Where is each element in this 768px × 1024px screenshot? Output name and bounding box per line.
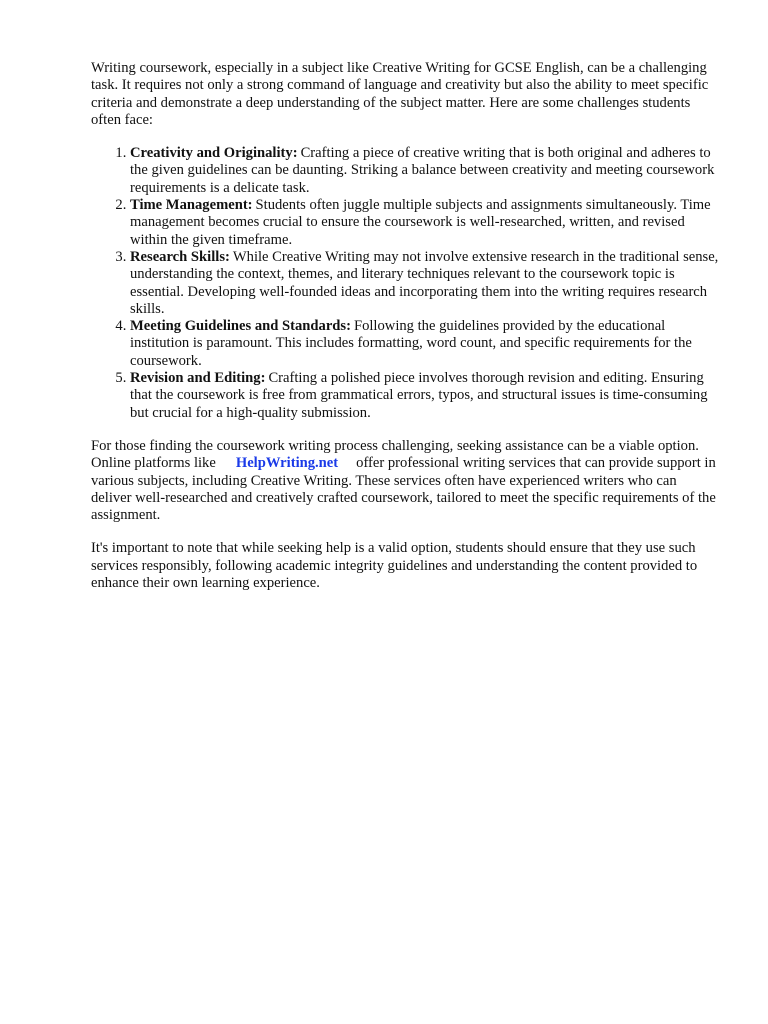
list-item-title: Revision and Editing:: [130, 370, 266, 387]
list-item: [130, 145, 719, 197]
list-item-text: Students often juggle multiple subjects and assignments simultaneously. Time management becomes crucial to ensure the coursework is well-researched, written, and revised within the given timeframe.: [130, 197, 711, 248]
help-paragraph: [91, 438, 719, 524]
help-text-before: For those finding the coursework writing process challenging, seeking assistance can be a viable option. Online platforms like: [91, 437, 699, 472]
list-item-title: Creativity and Originality:: [130, 145, 298, 162]
list-item: [130, 370, 719, 422]
list-item-text: Crafting a piece of creative writing that is both original and adheres to the given guidelines can be daunting. Striking a balance between creativity and meeting coursework requirements is a delicate task.: [130, 145, 715, 196]
list-item: [130, 249, 719, 318]
list-item-text: Following the guidelines provided by the educational institution is paramount. This includes formatting, word count, and specific requirements for the coursework.: [130, 318, 692, 369]
list-item-text: While Creative Writing may not involve extensive research in the traditional sense, understanding the context, themes, and literary techniques relevant to the coursework topic is essential. Developing well-founded ideas and incorporating them into the writing requires research skills.: [130, 248, 719, 317]
challenges-list: [91, 145, 719, 422]
list-item: [130, 197, 719, 249]
list-item-text: Crafting a polished piece involves thorough revision and editing. Ensuring that the coursework is free from grammatical errors, typos, and structural issues is time-consuming but crucial for a high-quality submission.: [130, 370, 708, 421]
help-text-after: offer professional writing services that can provide support in various subjects, including Creative Writing. These services often have experienced writers who can deliver well-researched and creatively crafted coursework, tailored to meet the specific requirements of the assignment.: [91, 455, 716, 524]
list-item: [130, 318, 719, 370]
closing-paragraph: It's important to note that while seeking help is a valid option, students should ensure that they use such services responsibly, following academic integrity guidelines and understanding the content provided to enhance their own learning experience.: [91, 540, 698, 592]
list-item-title: Research Skills:: [130, 248, 230, 265]
list-item-title: Time Management:: [130, 197, 253, 214]
helpwriting-link[interactable]: HelpWriting.net: [235, 455, 339, 472]
intro-paragraph: Writing coursework, especially in a subject like Creative Writing for GCSE English, can be a challenging task. It requires not only a strong command of language and creativity but also the ability to meet specific criteria and demonstrate a deep understanding of the subject matter. Here are some challenges students often face:: [91, 60, 709, 128]
list-item-title: Meeting Guidelines and Standards:: [130, 318, 351, 335]
document-body: [91, 60, 719, 608]
